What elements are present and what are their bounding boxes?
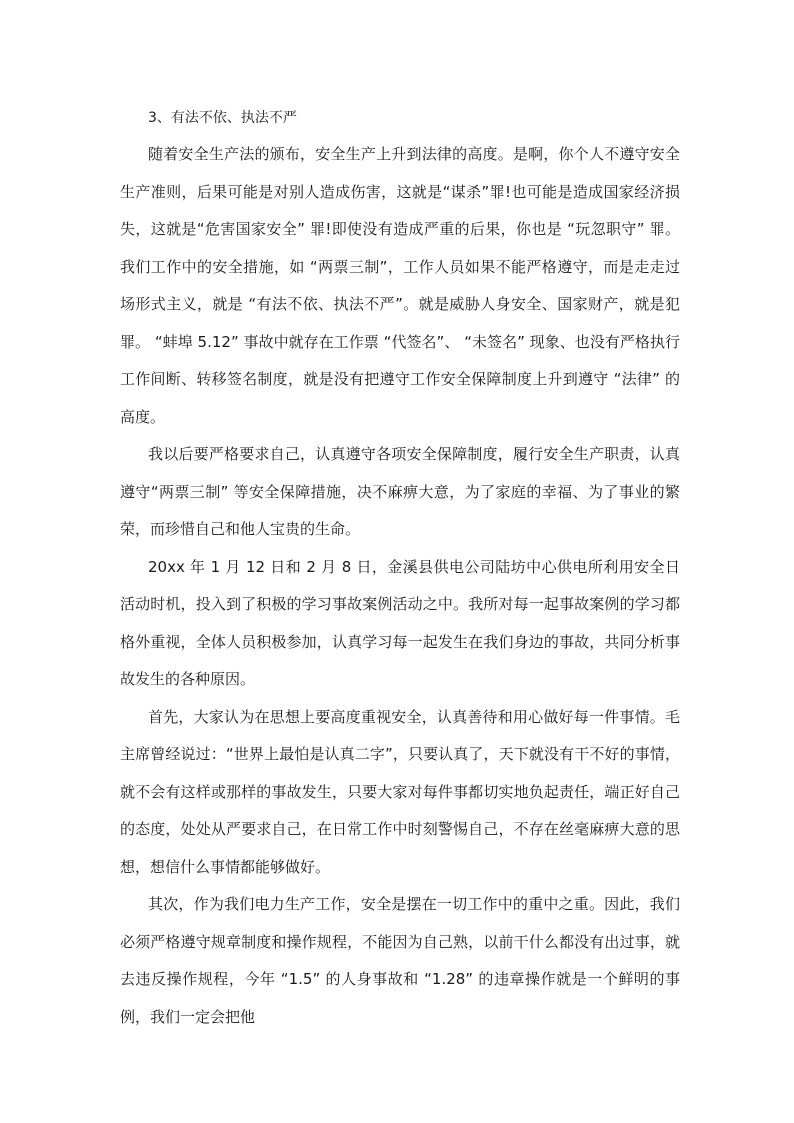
section-heading: 3、有法不依、执法不严 bbox=[148, 110, 297, 126]
paragraph-4: 首先，大家认为在思想上要高度重视安全，认真善待和用心做好每一件事情。毛主席曾经说过：“世界上最怕是认真二字”，只要认真了，天下就没有干不好的事情，就不会有这样或那样的事故发生，只要大家对每件事都切实地负起责任，端正好自己的态度，处处从严要求自己，在日常工作中时刻警惕自己，不存在丝毫麻痹大意的思想，想信什么事情都能够做好。 bbox=[120, 707, 680, 876]
paragraph-1: 随着安全生产法的颁布，安全生产上升到法律的高度。是啊，你个人不遵守安全生产准则，后果可能是对别人造成伤害，这就是“谋杀”罪!也可能是造成国家经济损失，这就是“危害国家安全” 罪!即使没有造成严重的后果，你也是 “玩忽职守” 罪。我们工作中的安全措施，如 “两票三制”，工作人员如果不能严格遵守，而是走走过场形式主义，就是 “有法不依、执法不严”。就是威胁人身安全、国家财产，就是犯罪。 “蚌埠 5.12” 事故中就存在工作票 “代签名”、 “未签名” 现象、也没有严格执行工作间断、转移签名制度，就是没有把遵守工作安全保障制度上升到遵守 “法律” 的高度。 bbox=[120, 145, 680, 426]
paragraph-5: 其次，作为我们电力生产工作，安全是摆在一切工作中的重中之重。因此，我们必须严格遵守规章制度和操作规程，不能因为自己熟，以前干什么都没有出过事，就去违反操作规程，今年 “1.5” 的人身事故和 “1.28” 的违章操作就是一个鲜明的事例，我们一定会把他 bbox=[120, 895, 680, 1026]
paragraph-2: 我以后要严格要求自己，认真遵守各项安全保障制度，履行安全生产职责，认真遵守“两票三制” 等安全保障措施，决不麻痹大意，为了家庭的幸福、为了事业的繁荣，而珍惜自己和他人宝贵的生命。 bbox=[120, 445, 680, 538]
paragraph-3: 20xx 年 1 月 12 日和 2 月 8 日，金溪县供电公司陆坊中心供电所利用安全日活动时机，投入到了积极的学习事故案例活动之中。我所对每一起事故案例的学习都格外重视，全体人员积极参加，认真学习每一起发生在我们身边的事故，共同分析事故发生的各种原因。 bbox=[120, 557, 680, 688]
document-page bbox=[120, 100, 680, 1036]
